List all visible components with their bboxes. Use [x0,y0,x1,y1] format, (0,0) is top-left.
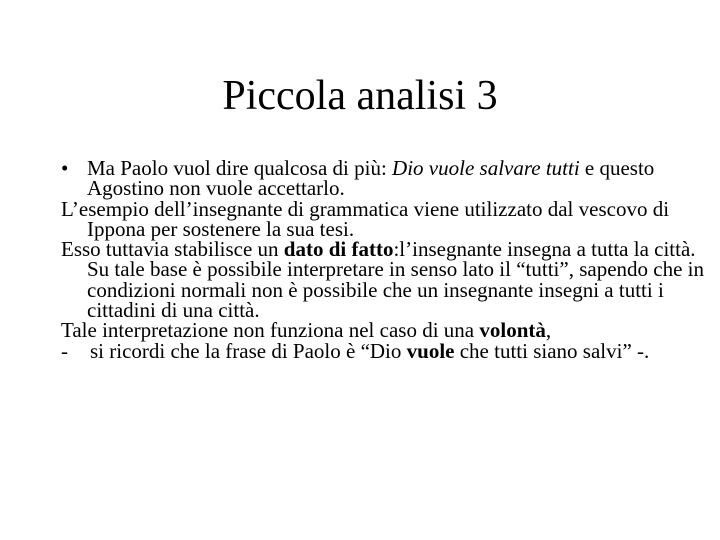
p4-text-2: , [545,318,552,343]
paragraph-3 [61,237,711,323]
slide-title: Piccola analisi 3 [222,73,498,119]
p1-text-2: e questo Agostino non vuole accettarlo. [87,156,655,201]
p1-italic: Dio vuole salvare tutti [392,156,580,180]
p5-bold: vuole [406,338,455,363]
p5-text-2: che tutti siano salvi” -. [454,338,650,363]
paragraph-4 [61,318,711,343]
bullet-paragraph-1 [61,158,711,199]
p4-bold: volontà [479,318,546,343]
p3-text: Esso tuttavia stabilisce un [61,237,284,262]
p2-text: L’esempio dell’insegnante di grammatica viene utilizzato dal vescovo di Ippona per sostenere la sua tesi. [61,196,670,241]
dash-marker: - [61,338,68,363]
bullet-icon: • [61,156,69,180]
p3-text-2: :l’insegnante insegna a tutta la città. Su tale base è possibile interpretare in senso lato il “tutti”, sapendo che in condizioni normali non è possibile che un insegnante insegni a tutti i cittadini di una città. [87,237,704,323]
p3-bold: dato di fatto [283,237,394,262]
paragraph-5 [61,338,711,363]
slide-body [61,158,711,361]
p5-text: si ricordi che la frase di Paolo è “Dio [90,338,407,363]
paragraph-2 [61,196,711,241]
p4-text: Tale interpretazione non funziona nel caso di una [61,318,480,343]
p1-text: Ma Paolo vuol dire qualcosa di più: [87,156,393,180]
